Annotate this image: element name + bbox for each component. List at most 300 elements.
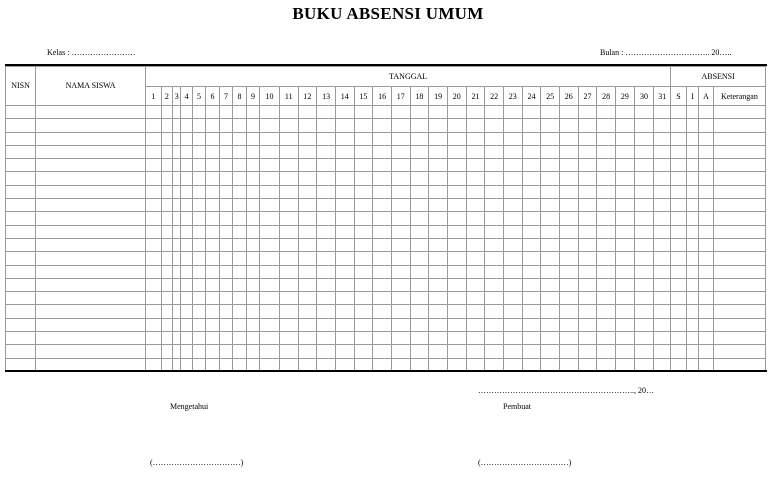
table-cell[interactable]	[233, 106, 246, 119]
table-cell[interactable]	[615, 318, 634, 331]
table-cell[interactable]	[671, 265, 687, 278]
table-cell[interactable]	[233, 199, 246, 212]
table-cell[interactable]	[447, 119, 466, 132]
table-cell[interactable]	[354, 345, 373, 358]
table-cell[interactable]	[699, 292, 714, 305]
table-cell[interactable]	[410, 305, 429, 318]
table-cell[interactable]	[654, 332, 671, 345]
table-cell[interactable]	[578, 132, 597, 145]
table-cell[interactable]	[559, 345, 578, 358]
table-cell[interactable]	[6, 292, 36, 305]
table-cell[interactable]	[298, 212, 317, 225]
table-cell[interactable]	[466, 132, 485, 145]
table-cell[interactable]	[429, 252, 448, 265]
table-cell[interactable]	[410, 238, 429, 251]
table-cell[interactable]	[161, 185, 172, 198]
table-cell[interactable]	[503, 238, 522, 251]
table-cell[interactable]	[634, 305, 654, 318]
table-cell[interactable]	[578, 292, 597, 305]
table-cell[interactable]	[634, 172, 654, 185]
table-cell[interactable]	[615, 212, 634, 225]
table-cell[interactable]	[317, 305, 336, 318]
table-cell[interactable]	[206, 292, 219, 305]
table-cell[interactable]	[181, 106, 192, 119]
table-cell[interactable]	[654, 252, 671, 265]
table-cell[interactable]	[447, 199, 466, 212]
table-cell[interactable]	[146, 305, 162, 318]
table-cell[interactable]	[522, 212, 541, 225]
table-cell[interactable]	[36, 225, 146, 238]
table-cell[interactable]	[713, 132, 765, 145]
table-cell[interactable]	[615, 185, 634, 198]
table-cell[interactable]	[671, 278, 687, 291]
table-cell[interactable]	[541, 212, 560, 225]
table-cell[interactable]	[559, 132, 578, 145]
table-cell[interactable]	[522, 345, 541, 358]
table-cell[interactable]	[615, 145, 634, 158]
table-cell[interactable]	[503, 106, 522, 119]
table-cell[interactable]	[466, 332, 485, 345]
table-cell[interactable]	[615, 106, 634, 119]
table-cell[interactable]	[671, 345, 687, 358]
table-cell[interactable]	[503, 145, 522, 158]
table-cell[interactable]	[522, 145, 541, 158]
table-cell[interactable]	[6, 225, 36, 238]
table-cell[interactable]	[615, 292, 634, 305]
table-cell[interactable]	[654, 106, 671, 119]
table-cell[interactable]	[146, 292, 162, 305]
table-cell[interactable]	[429, 278, 448, 291]
table-cell[interactable]	[541, 278, 560, 291]
table-cell[interactable]	[447, 278, 466, 291]
table-cell[interactable]	[36, 252, 146, 265]
table-cell[interactable]	[686, 292, 698, 305]
table-cell[interactable]	[373, 278, 392, 291]
table-cell[interactable]	[219, 252, 232, 265]
table-cell[interactable]	[206, 172, 219, 185]
table-cell[interactable]	[597, 145, 616, 158]
table-cell[interactable]	[391, 345, 410, 358]
table-cell[interactable]	[615, 252, 634, 265]
table-cell[interactable]	[654, 292, 671, 305]
table-cell[interactable]	[317, 332, 336, 345]
table-cell[interactable]	[485, 292, 504, 305]
table-cell[interactable]	[699, 185, 714, 198]
table-cell[interactable]	[36, 185, 146, 198]
table-cell[interactable]	[260, 225, 280, 238]
table-cell[interactable]	[279, 159, 298, 172]
table-cell[interactable]	[246, 145, 259, 158]
table-cell[interactable]	[686, 106, 698, 119]
table-cell[interactable]	[654, 172, 671, 185]
table-cell[interactable]	[246, 252, 259, 265]
table-cell[interactable]	[699, 172, 714, 185]
table-cell[interactable]	[181, 292, 192, 305]
table-cell[interactable]	[373, 318, 392, 331]
table-cell[interactable]	[36, 159, 146, 172]
table-cell[interactable]	[354, 145, 373, 158]
table-cell[interactable]	[391, 225, 410, 238]
table-cell[interactable]	[671, 212, 687, 225]
table-cell[interactable]	[335, 238, 354, 251]
table-cell[interactable]	[654, 145, 671, 158]
table-cell[interactable]	[181, 265, 192, 278]
table-cell[interactable]	[578, 119, 597, 132]
table-cell[interactable]	[485, 212, 504, 225]
table-cell[interactable]	[522, 305, 541, 318]
table-cell[interactable]	[686, 225, 698, 238]
table-cell[interactable]	[260, 172, 280, 185]
table-cell[interactable]	[206, 119, 219, 132]
table-cell[interactable]	[146, 145, 162, 158]
table-cell[interactable]	[699, 212, 714, 225]
table-cell[interactable]	[410, 159, 429, 172]
table-cell[interactable]	[485, 305, 504, 318]
table-cell[interactable]	[597, 199, 616, 212]
table-cell[interactable]	[597, 278, 616, 291]
table-cell[interactable]	[219, 172, 232, 185]
table-cell[interactable]	[173, 332, 181, 345]
table-cell[interactable]	[317, 172, 336, 185]
table-cell[interactable]	[373, 185, 392, 198]
table-cell[interactable]	[279, 292, 298, 305]
table-cell[interactable]	[219, 132, 232, 145]
table-cell[interactable]	[161, 305, 172, 318]
table-cell[interactable]	[615, 332, 634, 345]
table-cell[interactable]	[298, 185, 317, 198]
table-cell[interactable]	[192, 278, 205, 291]
table-cell[interactable]	[466, 199, 485, 212]
table-cell[interactable]	[466, 305, 485, 318]
table-cell[interactable]	[522, 318, 541, 331]
table-cell[interactable]	[578, 345, 597, 358]
table-cell[interactable]	[246, 265, 259, 278]
table-cell[interactable]	[260, 159, 280, 172]
table-cell[interactable]	[485, 132, 504, 145]
table-cell[interactable]	[541, 345, 560, 358]
table-cell[interactable]	[206, 225, 219, 238]
table-cell[interactable]	[391, 278, 410, 291]
table-cell[interactable]	[429, 119, 448, 132]
table-cell[interactable]	[146, 332, 162, 345]
table-cell[interactable]	[699, 119, 714, 132]
table-cell[interactable]	[559, 212, 578, 225]
table-cell[interactable]	[335, 345, 354, 358]
table-cell[interactable]	[447, 252, 466, 265]
table-cell[interactable]	[192, 225, 205, 238]
table-cell[interactable]	[279, 265, 298, 278]
table-cell[interactable]	[173, 345, 181, 358]
table-cell[interactable]	[335, 106, 354, 119]
table-cell[interactable]	[6, 278, 36, 291]
table-cell[interactable]	[181, 305, 192, 318]
table-cell[interactable]	[429, 106, 448, 119]
table-cell[interactable]	[146, 318, 162, 331]
table-cell[interactable]	[713, 318, 765, 331]
table-cell[interactable]	[503, 172, 522, 185]
table-cell[interactable]	[597, 212, 616, 225]
table-cell[interactable]	[391, 265, 410, 278]
table-cell[interactable]	[541, 332, 560, 345]
table-cell[interactable]	[391, 238, 410, 251]
table-cell[interactable]	[36, 132, 146, 145]
table-cell[interactable]	[206, 145, 219, 158]
table-cell[interactable]	[173, 318, 181, 331]
table-cell[interactable]	[146, 159, 162, 172]
table-cell[interactable]	[559, 252, 578, 265]
table-cell[interactable]	[466, 159, 485, 172]
table-cell[interactable]	[699, 238, 714, 251]
table-cell[interactable]	[485, 332, 504, 345]
table-cell[interactable]	[233, 225, 246, 238]
table-cell[interactable]	[559, 318, 578, 331]
table-cell[interactable]	[161, 225, 172, 238]
table-cell[interactable]	[559, 172, 578, 185]
table-cell[interactable]	[219, 238, 232, 251]
table-cell[interactable]	[597, 265, 616, 278]
table-cell[interactable]	[6, 119, 36, 132]
table-cell[interactable]	[503, 265, 522, 278]
table-cell[interactable]	[219, 292, 232, 305]
table-cell[interactable]	[578, 318, 597, 331]
table-cell[interactable]	[219, 185, 232, 198]
table-cell[interactable]	[335, 172, 354, 185]
table-cell[interactable]	[298, 106, 317, 119]
table-cell[interactable]	[522, 106, 541, 119]
table-cell[interactable]	[634, 292, 654, 305]
table-cell[interactable]	[206, 278, 219, 291]
table-cell[interactable]	[429, 145, 448, 158]
table-cell[interactable]	[233, 345, 246, 358]
table-cell[interactable]	[410, 185, 429, 198]
table-cell[interactable]	[192, 332, 205, 345]
table-cell[interactable]	[654, 132, 671, 145]
table-cell[interactable]	[219, 212, 232, 225]
table-cell[interactable]	[485, 318, 504, 331]
table-cell[interactable]	[410, 212, 429, 225]
table-cell[interactable]	[615, 159, 634, 172]
table-cell[interactable]	[654, 119, 671, 132]
table-cell[interactable]	[36, 318, 146, 331]
table-cell[interactable]	[634, 278, 654, 291]
table-cell[interactable]	[597, 132, 616, 145]
table-cell[interactable]	[192, 159, 205, 172]
table-cell[interactable]	[466, 225, 485, 238]
table-cell[interactable]	[686, 318, 698, 331]
table-cell[interactable]	[279, 278, 298, 291]
table-cell[interactable]	[559, 332, 578, 345]
table-cell[interactable]	[354, 119, 373, 132]
table-cell[interactable]	[317, 199, 336, 212]
table-cell[interactable]	[192, 106, 205, 119]
table-cell[interactable]	[578, 212, 597, 225]
table-cell[interactable]	[233, 172, 246, 185]
table-cell[interactable]	[192, 238, 205, 251]
table-cell[interactable]	[447, 345, 466, 358]
table-cell[interactable]	[503, 185, 522, 198]
table-cell[interactable]	[686, 132, 698, 145]
table-cell[interactable]	[219, 265, 232, 278]
table-cell[interactable]	[298, 318, 317, 331]
table-cell[interactable]	[246, 172, 259, 185]
table-cell[interactable]	[192, 318, 205, 331]
table-cell[interactable]	[429, 238, 448, 251]
table-cell[interactable]	[6, 212, 36, 225]
table-cell[interactable]	[279, 238, 298, 251]
table-cell[interactable]	[615, 225, 634, 238]
table-cell[interactable]	[373, 212, 392, 225]
table-cell[interactable]	[173, 225, 181, 238]
table-cell[interactable]	[654, 238, 671, 251]
table-cell[interactable]	[173, 199, 181, 212]
table-cell[interactable]	[391, 145, 410, 158]
table-cell[interactable]	[181, 132, 192, 145]
table-cell[interactable]	[354, 132, 373, 145]
table-cell[interactable]	[173, 292, 181, 305]
table-cell[interactable]	[713, 212, 765, 225]
table-cell[interactable]	[317, 185, 336, 198]
table-cell[interactable]	[615, 238, 634, 251]
table-cell[interactable]	[317, 159, 336, 172]
table-cell[interactable]	[181, 159, 192, 172]
table-cell[interactable]	[173, 252, 181, 265]
table-cell[interactable]	[335, 145, 354, 158]
table-cell[interactable]	[699, 305, 714, 318]
table-cell[interactable]	[206, 345, 219, 358]
table-cell[interactable]	[335, 212, 354, 225]
table-cell[interactable]	[161, 199, 172, 212]
table-cell[interactable]	[335, 318, 354, 331]
table-cell[interactable]	[181, 145, 192, 158]
table-cell[interactable]	[541, 185, 560, 198]
table-cell[interactable]	[597, 225, 616, 238]
table-cell[interactable]	[410, 225, 429, 238]
table-cell[interactable]	[485, 265, 504, 278]
table-cell[interactable]	[161, 318, 172, 331]
table-cell[interactable]	[6, 238, 36, 251]
table-cell[interactable]	[503, 212, 522, 225]
table-cell[interactable]	[559, 225, 578, 238]
table-cell[interactable]	[485, 119, 504, 132]
table-cell[interactable]	[36, 145, 146, 158]
table-cell[interactable]	[634, 238, 654, 251]
table-cell[interactable]	[146, 265, 162, 278]
table-cell[interactable]	[373, 305, 392, 318]
table-cell[interactable]	[447, 106, 466, 119]
table-cell[interactable]	[466, 252, 485, 265]
table-cell[interactable]	[699, 145, 714, 158]
table-cell[interactable]	[522, 292, 541, 305]
table-cell[interactable]	[298, 119, 317, 132]
table-cell[interactable]	[391, 185, 410, 198]
table-cell[interactable]	[335, 159, 354, 172]
table-cell[interactable]	[146, 225, 162, 238]
table-cell[interactable]	[429, 318, 448, 331]
table-cell[interactable]	[686, 145, 698, 158]
table-cell[interactable]	[699, 106, 714, 119]
table-cell[interactable]	[578, 332, 597, 345]
table-cell[interactable]	[36, 292, 146, 305]
table-cell[interactable]	[354, 278, 373, 291]
table-cell[interactable]	[373, 172, 392, 185]
table-cell[interactable]	[615, 199, 634, 212]
table-cell[interactable]	[447, 225, 466, 238]
table-cell[interactable]	[279, 119, 298, 132]
table-cell[interactable]	[615, 119, 634, 132]
table-cell[interactable]	[146, 119, 162, 132]
table-cell[interactable]	[466, 119, 485, 132]
table-cell[interactable]	[503, 305, 522, 318]
table-cell[interactable]	[597, 345, 616, 358]
table-cell[interactable]	[219, 106, 232, 119]
table-cell[interactable]	[181, 119, 192, 132]
table-cell[interactable]	[597, 119, 616, 132]
table-cell[interactable]	[671, 106, 687, 119]
table-cell[interactable]	[260, 106, 280, 119]
table-cell[interactable]	[373, 119, 392, 132]
table-cell[interactable]	[181, 185, 192, 198]
table-cell[interactable]	[391, 252, 410, 265]
table-cell[interactable]	[713, 278, 765, 291]
table-cell[interactable]	[298, 132, 317, 145]
table-cell[interactable]	[161, 119, 172, 132]
table-cell[interactable]	[260, 278, 280, 291]
table-cell[interactable]	[192, 132, 205, 145]
table-cell[interactable]	[634, 252, 654, 265]
table-cell[interactable]	[279, 252, 298, 265]
table-cell[interactable]	[686, 212, 698, 225]
table-cell[interactable]	[354, 106, 373, 119]
table-cell[interactable]	[233, 159, 246, 172]
table-cell[interactable]	[219, 318, 232, 331]
table-cell[interactable]	[391, 292, 410, 305]
table-cell[interactable]	[429, 212, 448, 225]
table-cell[interactable]	[260, 119, 280, 132]
table-cell[interactable]	[317, 318, 336, 331]
table-cell[interactable]	[634, 119, 654, 132]
table-cell[interactable]	[373, 132, 392, 145]
table-cell[interactable]	[161, 265, 172, 278]
table-cell[interactable]	[597, 252, 616, 265]
table-cell[interactable]	[173, 265, 181, 278]
table-cell[interactable]	[410, 332, 429, 345]
table-cell[interactable]	[354, 238, 373, 251]
table-cell[interactable]	[173, 278, 181, 291]
table-cell[interactable]	[246, 159, 259, 172]
table-cell[interactable]	[233, 305, 246, 318]
table-cell[interactable]	[522, 159, 541, 172]
table-cell[interactable]	[686, 278, 698, 291]
table-cell[interactable]	[219, 278, 232, 291]
table-cell[interactable]	[6, 132, 36, 145]
table-cell[interactable]	[6, 185, 36, 198]
table-cell[interactable]	[146, 172, 162, 185]
table-cell[interactable]	[503, 252, 522, 265]
table-cell[interactable]	[181, 238, 192, 251]
table-cell[interactable]	[634, 265, 654, 278]
table-cell[interactable]	[634, 345, 654, 358]
table-cell[interactable]	[522, 199, 541, 212]
table-cell[interactable]	[246, 199, 259, 212]
table-cell[interactable]	[503, 159, 522, 172]
table-cell[interactable]	[173, 185, 181, 198]
table-cell[interactable]	[233, 318, 246, 331]
table-cell[interactable]	[246, 185, 259, 198]
table-cell[interactable]	[373, 145, 392, 158]
table-cell[interactable]	[317, 238, 336, 251]
table-cell[interactable]	[671, 172, 687, 185]
table-cell[interactable]	[354, 292, 373, 305]
